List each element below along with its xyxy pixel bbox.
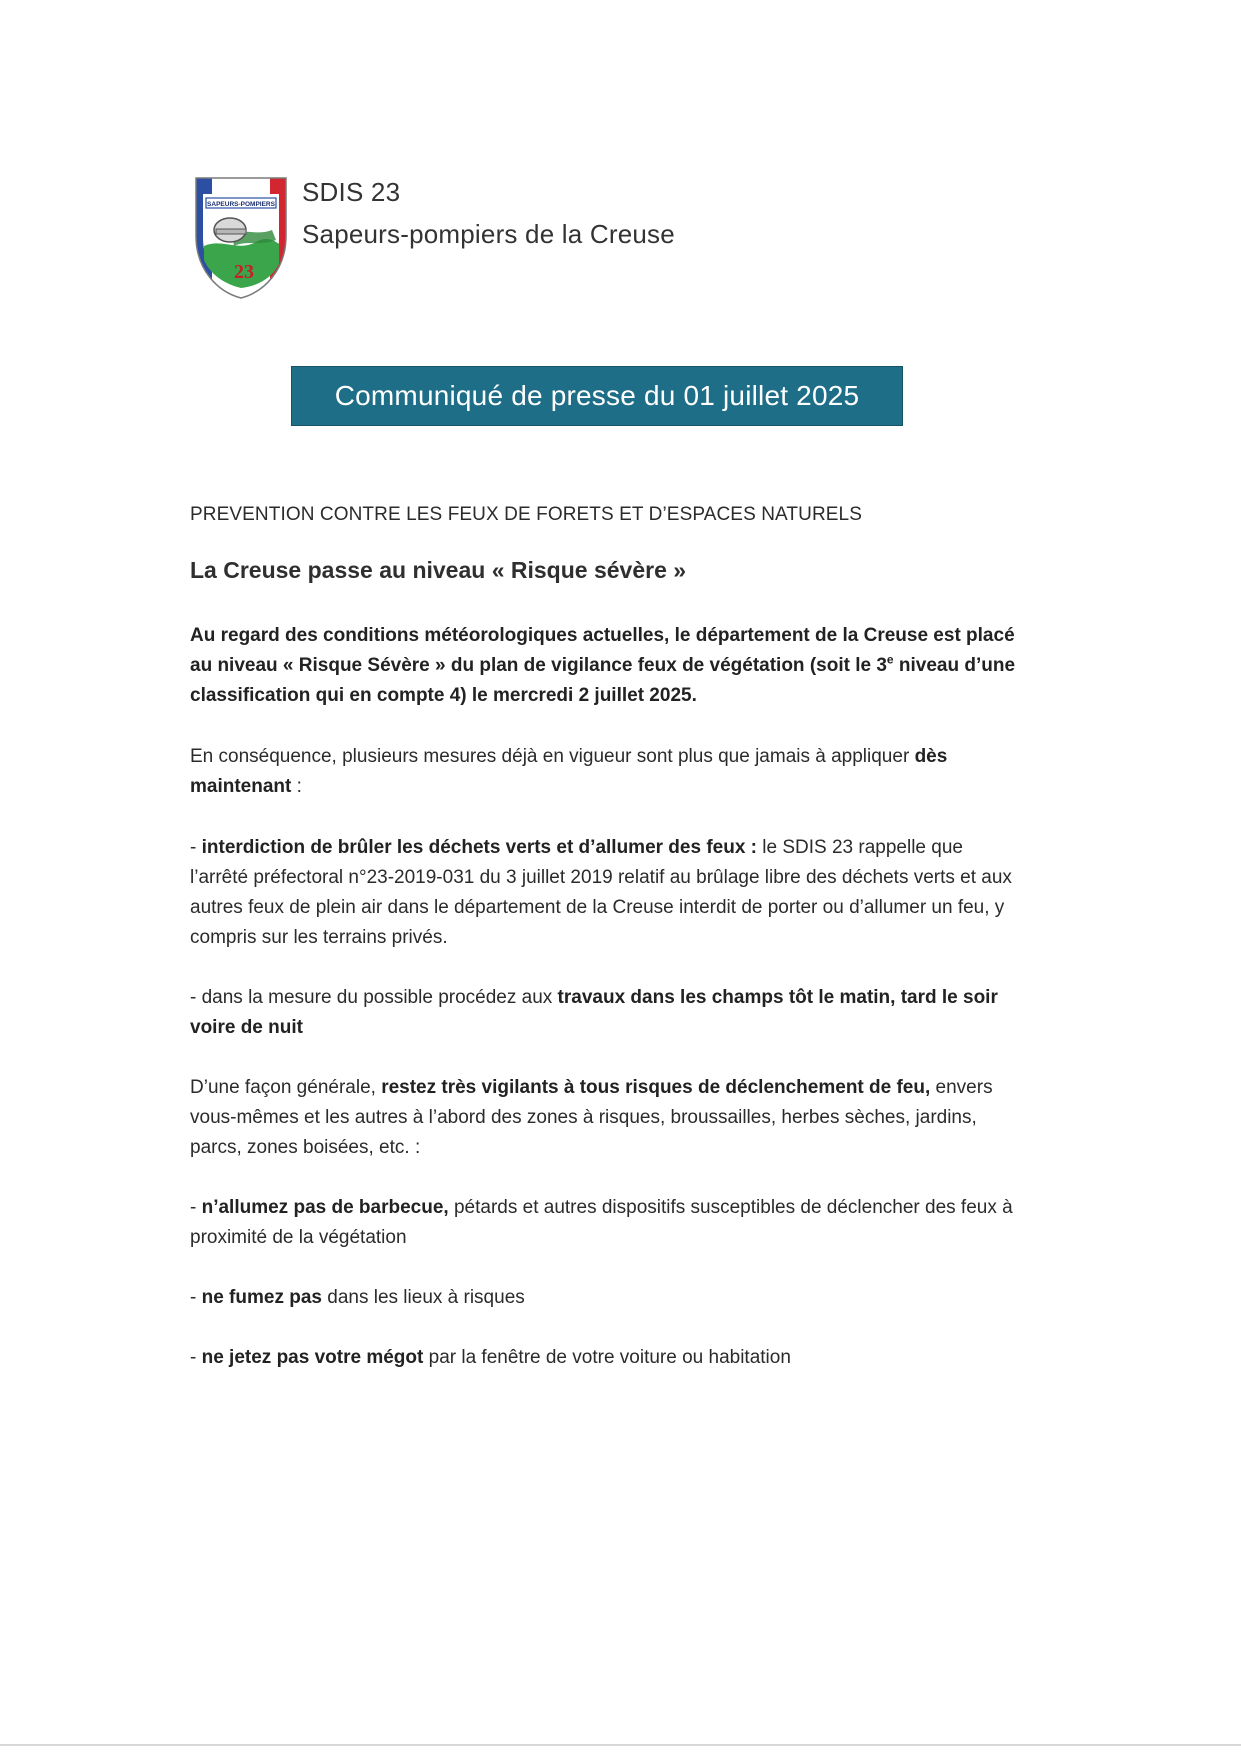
intro-part2: niveau d’une classification qui en compte 4) le mercredi 2 juillet 2025.: [190, 655, 1016, 706]
org-subtitle: Sapeurs-pompiers de la Creuse: [302, 219, 675, 249]
general-paragraph: [190, 1073, 1020, 1163]
tip-2-prefix: -: [190, 1287, 202, 1308]
sdis23-logo: [192, 174, 290, 302]
page-bottom-edge: [0, 1744, 1241, 1746]
tip-3-bold: ne jetez pas votre mégot: [201, 1347, 424, 1368]
measure-1-prefix: -: [190, 837, 202, 858]
tip-3-text: par la fenêtre de votre voiture ou habitation: [423, 1347, 791, 1368]
consequence-text: En conséquence, plusieurs mesures déjà en vigueur sont plus que jamais à appliquer: [190, 746, 915, 767]
press-release-title: Communiqué de presse du 01 juillet 2025: [334, 380, 860, 411]
org-name: SDIS 23: [302, 177, 401, 207]
tip-3-prefix: -: [190, 1347, 202, 1368]
measure-1-bold: interdiction de brûler les déchets verts et d’allumer des feux :: [201, 837, 757, 858]
intro-paragraph: [190, 621, 1020, 711]
shield-emblem-icon: [192, 174, 290, 302]
general-text-2: envers vous-mêmes et les autres à l’abord des zones à risques, broussailles, herbes sèches, jardins, parcs, zones boisées, etc. :: [190, 1077, 993, 1158]
measure-2-paragraph: [190, 983, 1020, 1043]
subject-line: PREVENTION CONTRE LES FEUX DE FORETS ET D’ESPACES NATURELS: [190, 504, 862, 525]
general-bold: restez très vigilants à tous risques de déclenchement de feu,: [381, 1077, 931, 1098]
tip-2-paragraph: [190, 1283, 1020, 1313]
logo-top-text: SAPEURS-POMPIERS: [207, 201, 275, 208]
measure-1-paragraph: [190, 833, 1020, 953]
measure-1-text: le SDIS 23 rappelle que l’arrêté préfectoral n°23-2019-031 du 3 juillet 2019 relatif au brûlage libre des déchets verts et aux autres feux de plein air dans le département de la Creuse interdit de porter ou d’allumer un feu, y compris sur les terrains privés.: [190, 837, 1012, 948]
tip-2-bold: ne fumez pas: [201, 1287, 322, 1308]
tip-2-text: dans les lieux à risques: [321, 1287, 525, 1308]
consequence-suffix: :: [291, 776, 302, 797]
press-release-banner: [291, 366, 903, 426]
logo-number: 23: [234, 261, 254, 283]
headline: La Creuse passe au niveau « Risque sévère »: [190, 557, 687, 583]
measure-2-bold: travaux dans les champs tôt le matin, tard le soir voire de nuit: [190, 987, 998, 1038]
tip-1-text: pétards et autres dispositifs susceptibles de déclencher des feux à proximité de la végétation: [190, 1197, 1013, 1248]
intro-part1: Au regard des conditions météorologiques actuelles, le département de la Creuse est placé au niveau « Risque Sévère » du plan de vigilance feux de végétation (soit le 3: [190, 625, 1015, 676]
measure-2-text: - dans la mesure du possible procédez aux: [190, 987, 558, 1008]
consequence-bold: dès maintenant: [190, 746, 948, 797]
tip-1-paragraph: [190, 1193, 1020, 1253]
tip-3-paragraph: [190, 1343, 1020, 1373]
tip-1-prefix: -: [190, 1197, 202, 1218]
intro-superscript: e: [886, 652, 894, 667]
tip-1-bold: n’allumez pas de barbecue,: [201, 1197, 449, 1218]
general-text: D’une façon générale,: [190, 1077, 382, 1098]
consequence-paragraph: [190, 742, 1020, 802]
